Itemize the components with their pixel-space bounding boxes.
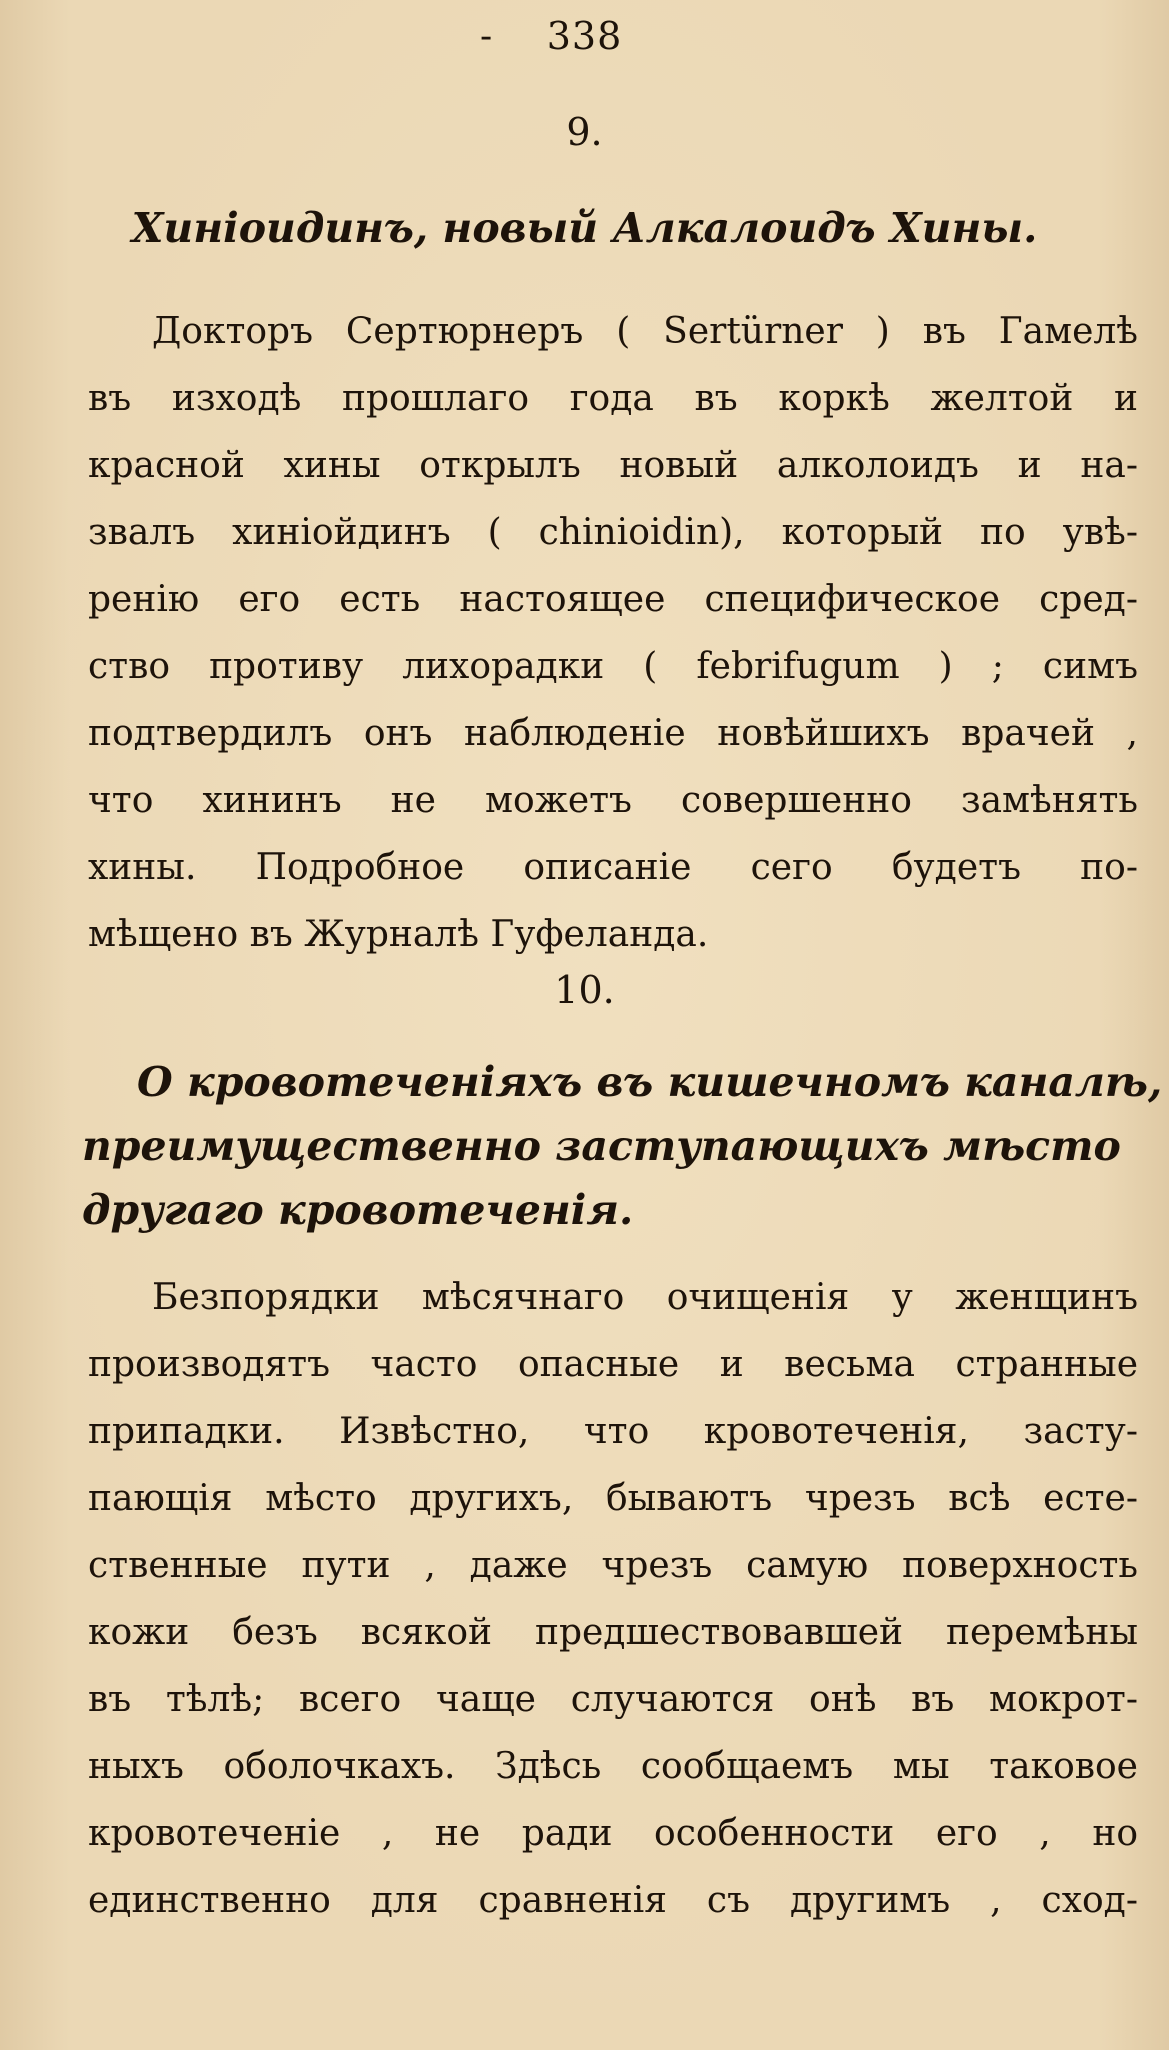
paragraph-line: красной хины открылъ новый алколоидъ и на- <box>88 445 1138 486</box>
section-title-9: Хиніоидинъ, новый Алкалоидъ Хины. <box>131 204 1038 252</box>
page-number: 338 <box>546 14 623 58</box>
paragraph-line: производятъ часто опасные и весьма странные <box>88 1344 1138 1385</box>
paragraph-line: мѣщено въ Журналѣ Гуфеланда. <box>88 914 709 955</box>
section-title-line: другаго кровотеченія. <box>82 1186 634 1234</box>
paragraph-line: единственно для сравненія съ другимъ , сход- <box>88 1880 1138 1921</box>
section-number-10: 10. <box>554 968 615 1012</box>
paragraph-line: припадки. Извѣстно, что кровотеченія, засту- <box>88 1411 1138 1452</box>
paragraph-line: ренію его есть настоящее специфическое сред- <box>88 579 1138 620</box>
section-number-9: 9. <box>566 110 603 154</box>
paragraph-section-10 <box>88 1264 1138 1934</box>
paragraph-line: въ тѣлѣ; всего чаще случаются онѣ въ мокрот- <box>88 1679 1138 1720</box>
paragraph-line: въ изходѣ прошлаго года въ коркѣ желтой и <box>88 378 1138 419</box>
paragraph-line: подтвердилъ онъ наблюденіе новѣйшихъ врачей , <box>88 713 1138 754</box>
page-header-dash: - <box>480 16 493 57</box>
paragraph-line: ство противу лихорадки ( febrifugum ) ; симъ <box>88 646 1138 687</box>
paragraph-line: хины. Подробное описаніе сего будетъ по- <box>88 847 1138 888</box>
paragraph-line: пающія мѣсто другихъ, бываютъ чрезъ всѣ есте- <box>88 1478 1138 1519</box>
paragraph-line: ныхъ оболочкахъ. Здѣсь сообщаемъ мы таковое <box>88 1746 1138 1787</box>
paragraph-line: что хининъ не можетъ совершенно замѣнять <box>88 780 1138 821</box>
paragraph-line: кровотеченіе , не ради особенности его , но <box>88 1813 1138 1854</box>
paragraph-section-9 <box>88 298 1138 968</box>
paragraph-line: Безпорядки мѣсячнаго очищенія у женщинъ <box>152 1277 1138 1318</box>
paragraph-line: ственные пути , даже чрезъ самую поверхность <box>88 1545 1138 1586</box>
section-title-line: преимущественно заступающихъ мѣсто <box>82 1122 1121 1170</box>
paragraph-line: Докторъ Сертюрнеръ ( Sertürner ) въ Гамелѣ <box>152 311 1138 352</box>
paragraph-line: звалъ хиніойдинъ ( chinioidin), который по увѣ- <box>88 512 1138 553</box>
section-title-line: О кровотеченіяхъ въ кишечномъ каналѣ, <box>137 1058 1163 1106</box>
section-title-10 <box>82 1050 1163 1242</box>
paragraph-line: кожи безъ всякой предшествовавшей перемѣны <box>88 1612 1138 1653</box>
